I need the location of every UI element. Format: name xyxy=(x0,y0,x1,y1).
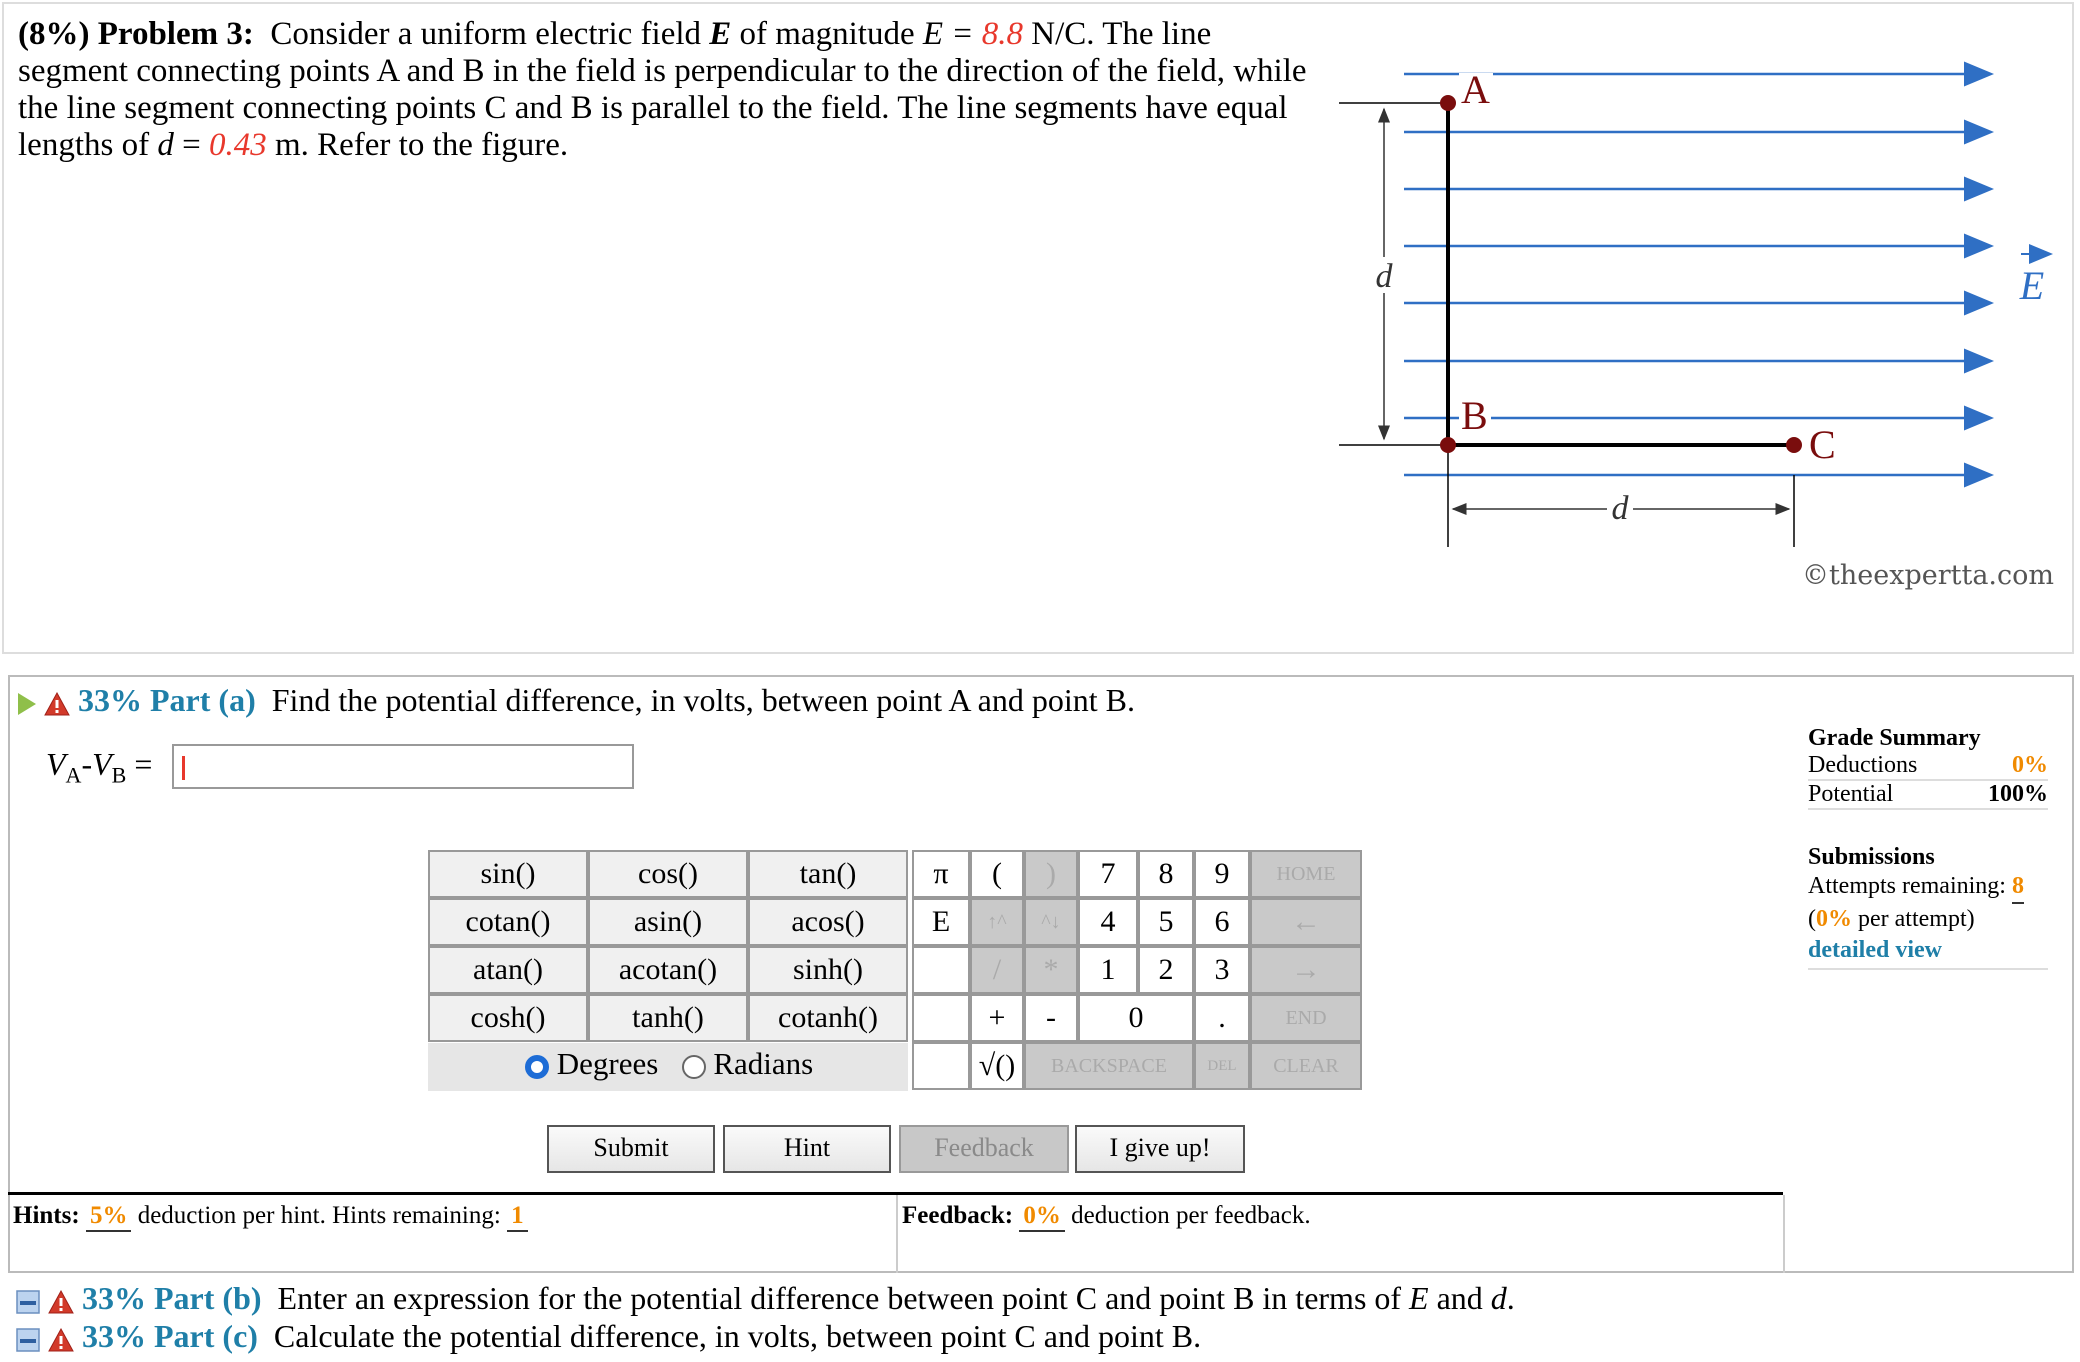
feedback-label: Feedback: xyxy=(902,1202,1014,1229)
problem-e-value: 8.8 xyxy=(981,16,1024,52)
function-key[interactable]: sinh() xyxy=(748,946,908,994)
digit-key[interactable]: 9 xyxy=(1194,850,1250,898)
degrees-label: Degrees xyxy=(556,1046,659,1081)
answer-sub-a: A xyxy=(65,762,82,788)
feedback-text: deduction per feedback. xyxy=(1071,1202,1311,1229)
problem-text-3: N/C. The line segment connecting points A and B in the field is perpendicular to the direction of the field, while the line segment connecting points C and B is parallel to the field. The line segments have equal lengths of xyxy=(18,16,1307,163)
label-c: C xyxy=(1809,422,1836,467)
label-d-vertical: d xyxy=(1375,258,1393,295)
deductions-value: 0% xyxy=(2012,752,2048,778)
part-b-text-1: Enter an expression for the potential difference between point C and point B in terms of xyxy=(277,1280,1402,1316)
submissions-info xyxy=(1808,871,2048,970)
function-key[interactable]: cotanh() xyxy=(748,994,908,1042)
problem-text-2: of magnitude xyxy=(739,16,915,52)
problem-d-eq: = xyxy=(182,127,201,163)
divider-vertical-2 xyxy=(1783,1195,1785,1273)
answer-eq: = xyxy=(126,746,153,782)
function-key[interactable]: tan() xyxy=(748,850,908,898)
label-b: B xyxy=(1461,393,1488,438)
digit-key[interactable]: 6 xyxy=(1194,898,1250,946)
part-a-question: Find the potential difference, in volts, between point A and point B. xyxy=(271,682,1135,718)
electric-field-figure xyxy=(1339,59,2059,599)
degrees-radio[interactable] xyxy=(525,1055,549,1079)
function-key[interactable]: cos() xyxy=(588,850,748,898)
function-key[interactable]: atan() xyxy=(428,946,588,994)
per-attempt-value: 0% xyxy=(1816,906,1852,932)
warning-icon xyxy=(48,1328,74,1352)
radians-radio[interactable] xyxy=(682,1055,706,1079)
warning-icon xyxy=(44,692,70,716)
function-key[interactable]: asin() xyxy=(588,898,748,946)
hint-button[interactable]: Hint xyxy=(723,1125,891,1173)
backspace-key[interactable]: BACKSPACE xyxy=(1024,1042,1194,1090)
home-key[interactable]: HOME xyxy=(1250,850,1362,898)
hints-text: deduction per hint. Hints remaining: xyxy=(137,1202,501,1229)
problem-d-value: 0.43 xyxy=(208,127,267,163)
digit-key[interactable]: 8 xyxy=(1138,850,1194,898)
potential-label: Potential xyxy=(1808,781,1894,807)
part-b-period: . xyxy=(1506,1280,1515,1316)
hints-deduction: 5% xyxy=(86,1202,132,1232)
attempts-value: 8 xyxy=(2012,871,2024,904)
problem-panel xyxy=(2,2,2074,654)
detailed-view-link[interactable]: detailed view xyxy=(1808,937,1942,963)
function-key[interactable]: sin() xyxy=(428,850,588,898)
digit-key[interactable]: 0 xyxy=(1078,994,1194,1042)
attempts-label: Attempts remaining: xyxy=(1808,873,2006,899)
function-key[interactable]: cotan() xyxy=(428,898,588,946)
answer-input[interactable] xyxy=(172,744,634,789)
function-key[interactable]: acos() xyxy=(748,898,908,946)
label-e-vector: E xyxy=(2019,263,2045,308)
part-b-e: E xyxy=(1409,1280,1429,1316)
give-up-button[interactable]: I give up! xyxy=(1075,1125,1245,1173)
warning-icon xyxy=(48,1290,74,1314)
grade-summary-title: Grade Summary xyxy=(1808,725,1981,751)
sqrt-key[interactable]: √() xyxy=(970,1042,1024,1090)
part-c-label: Part (c) xyxy=(154,1318,258,1354)
right-paren-key[interactable]: ) xyxy=(1024,850,1078,898)
problem-text-1: Consider a uniform electric field xyxy=(270,16,702,52)
blank-key[interactable] xyxy=(912,1042,970,1090)
digit-key[interactable]: 1 xyxy=(1078,946,1138,994)
e-key[interactable]: E xyxy=(912,898,970,946)
part-b-and: and xyxy=(1436,1280,1483,1316)
blank-key[interactable] xyxy=(912,946,970,994)
function-key[interactable]: tanh() xyxy=(588,994,748,1042)
collapsed-part-icon[interactable] xyxy=(16,1328,40,1352)
part-c-percent: 33% xyxy=(82,1318,146,1354)
part-b-d: d xyxy=(1490,1280,1507,1316)
cursor-right-key[interactable]: → xyxy=(1250,946,1362,994)
submit-button[interactable]: Submit xyxy=(547,1125,715,1173)
plus-key[interactable]: + xyxy=(970,994,1024,1042)
label-a: A xyxy=(1461,67,1490,112)
submissions-title: Submissions xyxy=(1808,844,1935,870)
problem-e-eq: E = xyxy=(922,16,974,52)
expand-arrow-icon[interactable] xyxy=(18,693,36,715)
minus-key[interactable]: - xyxy=(1024,994,1078,1042)
feedback-button[interactable]: Feedback xyxy=(899,1125,1069,1173)
answer-label-dash: -V xyxy=(81,746,112,782)
cursor-left-key[interactable]: ← xyxy=(1250,898,1362,946)
point-b xyxy=(1440,437,1456,453)
digit-key[interactable]: 7 xyxy=(1078,850,1138,898)
function-key[interactable]: acotan() xyxy=(588,946,748,994)
problem-title: Problem 3: xyxy=(97,16,254,52)
potential-value: 100% xyxy=(1988,781,2048,807)
point-c xyxy=(1786,437,1802,453)
end-key[interactable]: END xyxy=(1250,994,1362,1042)
blank-key[interactable] xyxy=(912,994,970,1042)
part-b-percent: 33% xyxy=(82,1280,146,1316)
part-c-question: Calculate the potential difference, in volts, between point C and point B. xyxy=(273,1318,1202,1354)
clear-key[interactable]: CLEAR xyxy=(1250,1042,1362,1090)
feedback-deduction: 0% xyxy=(1019,1202,1065,1232)
part-a-header xyxy=(18,682,1135,719)
problem-d-symbol: d xyxy=(157,127,174,163)
potential-row xyxy=(1808,781,2048,810)
digit-key[interactable]: 2 xyxy=(1138,946,1194,994)
answer-label xyxy=(46,746,152,788)
problem-statement xyxy=(18,16,1318,164)
digit-key[interactable]: 5 xyxy=(1138,898,1194,946)
left-paren-key[interactable]: ( xyxy=(970,850,1024,898)
problem-e-symbol: E xyxy=(709,16,732,52)
hints-remaining: 1 xyxy=(507,1202,528,1232)
answer-label-v: V xyxy=(46,746,66,782)
part-b-header[interactable] xyxy=(16,1280,1515,1317)
answer-sub-b: B xyxy=(111,762,127,788)
exponent-down-key[interactable]: ^↓ xyxy=(1024,898,1078,946)
part-b-label: Part (b) xyxy=(154,1280,262,1316)
copyright-text: ©theexpertta.com xyxy=(1802,560,2054,591)
digit-key[interactable]: 3 xyxy=(1194,946,1250,994)
decimal-key[interactable]: . xyxy=(1194,994,1250,1042)
divide-key[interactable]: / xyxy=(970,946,1024,994)
exponent-up-key[interactable]: ↑^ xyxy=(970,898,1024,946)
radians-label: Radians xyxy=(713,1046,814,1081)
part-c-header[interactable] xyxy=(16,1318,1201,1355)
problem-text-4: m. Refer to the figure. xyxy=(274,127,569,163)
angle-mode-options xyxy=(525,1046,813,1082)
part-a-percent: 33% xyxy=(78,682,142,718)
problem-weight: (8%) xyxy=(18,16,90,52)
hints-info xyxy=(13,1202,528,1232)
hints-label: Hints: xyxy=(13,1202,80,1229)
per-attempt-text: per attempt) xyxy=(1858,906,1975,932)
multiply-key[interactable]: * xyxy=(1024,946,1078,994)
function-key[interactable]: cosh() xyxy=(428,994,588,1042)
delete-key[interactable]: DEL xyxy=(1194,1042,1250,1090)
point-a xyxy=(1440,95,1456,111)
collapsed-part-icon[interactable] xyxy=(16,1290,40,1314)
digit-key[interactable]: 4 xyxy=(1078,898,1138,946)
deductions-label: Deductions xyxy=(1808,752,1918,778)
divider-vertical xyxy=(896,1195,898,1273)
field-lines xyxy=(1404,74,1989,475)
label-d-horizontal: d xyxy=(1611,490,1629,527)
pi-key[interactable]: π xyxy=(912,850,970,898)
part-a-label: Part (a) xyxy=(150,682,256,718)
deductions-row xyxy=(1808,752,2048,781)
text-caret xyxy=(182,756,185,780)
per-attempt-open: ( xyxy=(1808,906,1816,932)
grade-summary xyxy=(1808,725,2048,970)
feedback-info xyxy=(902,1202,1311,1232)
